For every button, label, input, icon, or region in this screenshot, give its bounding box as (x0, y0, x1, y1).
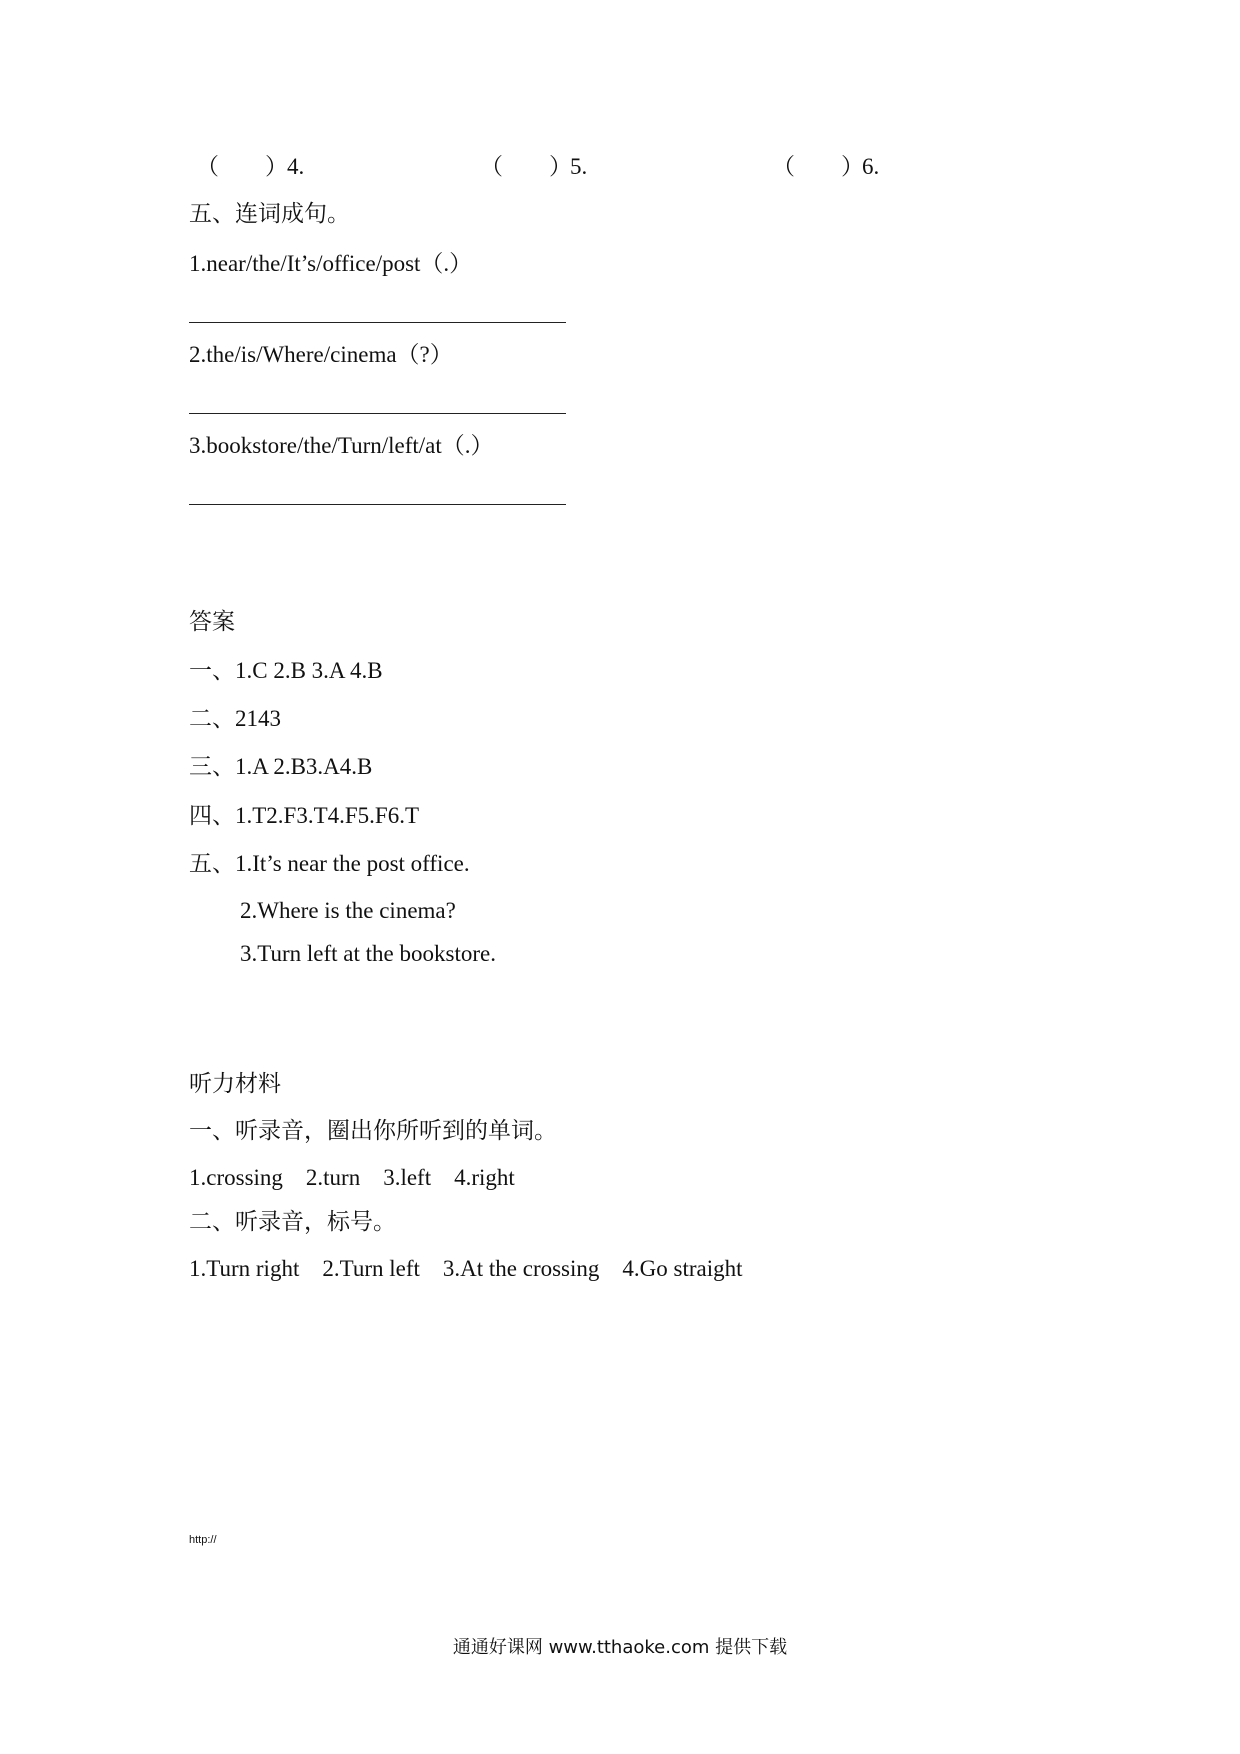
answer-line-5-3: 3.Turn left at the bookstore. (240, 941, 496, 966)
answer-line-5: 五、1.It’s near the post office. (189, 851, 470, 876)
listening-part2-phrases: 1.Turn right 2.Turn left 3.At the crossing 4.Go straight (189, 1256, 743, 1281)
question-number-6: 6. (862, 154, 880, 179)
answer-paren-6: （ ） (772, 154, 864, 179)
answer-line-5-2: 2.Where is the cinema? (240, 898, 456, 923)
footer-credit: 通通好课网 www.tthaoke.com 提供下载 (452, 1637, 788, 1658)
answer-line-2: 二、2143 (189, 706, 281, 731)
answer-blank-1[interactable] (189, 322, 566, 323)
answers-heading: 答案 (189, 609, 235, 634)
section5-heading: 五、连词成句。 (189, 201, 350, 226)
listening-part2-heading: 二、听录音，标号。 (189, 1209, 396, 1234)
answer-line-1: 一、1.C 2.B 3.A 4.B (189, 658, 383, 683)
answer-paren-4: （ ） (196, 154, 288, 179)
listening-part1-words: 1.crossing 2.turn 3.left 4.right (189, 1165, 515, 1190)
listening-heading: 听力材料 (189, 1071, 281, 1096)
footer-url[interactable]: http:// (189, 1534, 217, 1546)
answer-line-4: 四、1.T2.F3.T4.F5.F6.T (189, 803, 420, 828)
answer-blank-3[interactable] (189, 504, 566, 505)
listening-part1-heading: 一、听录音，圈出你所听到的单词。 (189, 1118, 557, 1143)
answer-blank-2[interactable] (189, 413, 566, 414)
section5-question-1: 1.near/the/It’s/office/post（.） (189, 251, 473, 276)
section5-question-2: 2.the/is/Where/cinema（?） (189, 342, 453, 367)
section5-question-3: 3.bookstore/the/Turn/left/at（.） (189, 433, 494, 458)
question-number-4: 4. (287, 154, 305, 179)
answer-line-3: 三、1.A 2.B3.A4.B (189, 754, 373, 779)
question-number-5: 5. (570, 154, 588, 179)
answer-paren-5: （ ） (480, 154, 572, 179)
